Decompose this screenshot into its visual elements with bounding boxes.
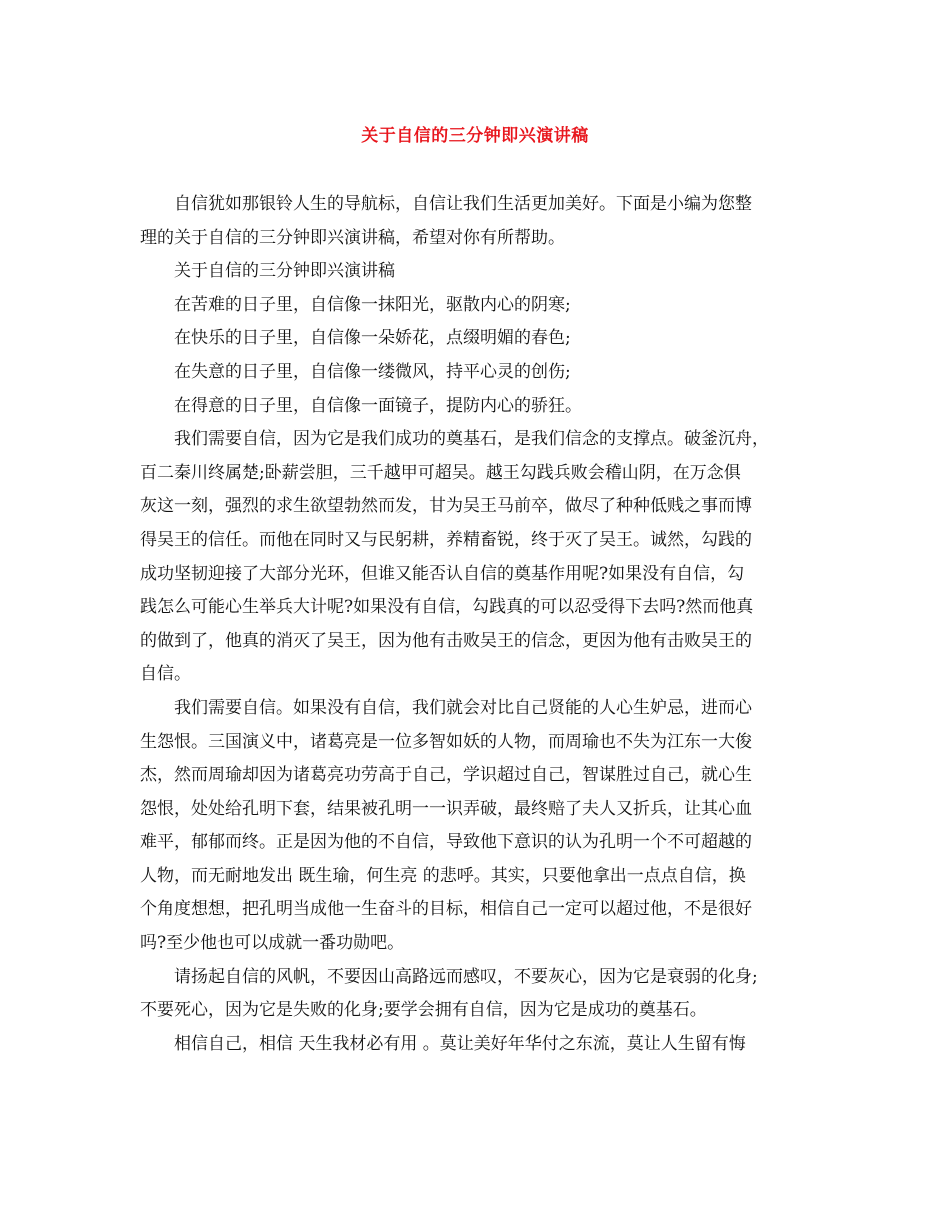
paragraph (140, 961, 812, 1028)
text-line: 理的关于自信的三分钟即兴演讲稿，希望对你有所帮助。 (140, 227, 565, 248)
text-line: 得吴王的信任。而他在同时又与民躬耕，养精畜锐，终于灭了吴王。诚然，勾践的 (140, 529, 752, 550)
text-line: 难平，郁郁而终。正是因为他的不自信，导致他下意识的认为孔明一个不可超越的 (140, 832, 752, 853)
text-line: 关于自信的三分钟即兴演讲稿 (174, 261, 395, 282)
text-line: 在失意的日子里，自信像一缕微风，持平心灵的创伤; (174, 361, 571, 382)
text-line: 请扬起自信的风帆，不要因山高路远而感叹，不要灰心，因为它是衰弱的化身; (174, 966, 758, 987)
text-line: 杰，然而周瑜却因为诸葛亮功劳高于自己，学识超过自己，智谋胜过自己，就心生 (140, 765, 752, 786)
text-line: 相信自己，相信 天生我材必有用 。莫让美好年华付之东流，莫让人生留有悔 (174, 1033, 746, 1054)
text-line: 吗?至少他也可以成就一番功勋吧。 (140, 933, 405, 954)
text-line: 个角度想想，把孔明当成他一生奋斗的目标，相信自己一定可以超过他，不是很好 (140, 899, 752, 920)
paragraph (140, 255, 812, 289)
text-line: 不要死心，因为它是失败的化身;要学会拥有自信，因为它是成功的奠基石。 (140, 1000, 707, 1021)
text-line: 自信。 (140, 664, 191, 685)
text-line: 在快乐的日子里，自信像一朵娇花，点缀明媚的春色; (174, 328, 571, 349)
paragraph (140, 390, 812, 424)
document-body (140, 188, 812, 1061)
paragraph (140, 692, 812, 961)
text-line: 我们需要自信，因为它是我们成功的奠基石，是我们信念的支撑点。破釜沉舟， (174, 429, 769, 450)
text-line: 人物，而无耐地发出 既生瑜，何生亮 的悲呼。其实，只要他拿出一点点自信，换 (140, 865, 746, 886)
paragraph (140, 289, 812, 323)
text-line: 生怨恨。三国演义中，诸葛亮是一位多智如妖的人物，而周瑜也不失为江东一大俊 (140, 731, 752, 752)
paragraph (140, 423, 812, 692)
paragraph (140, 1028, 812, 1062)
text-line: 在得意的日子里，自信像一面镜子，提防内心的骄狂。 (174, 395, 582, 416)
paragraph (140, 188, 812, 255)
text-line: 我们需要自信。如果没有自信，我们就会对比自己贤能的人心生妒忌，进而心 (174, 697, 752, 718)
text-line: 自信犹如那银铃人生的导航标，自信让我们生活更加美好。下面是小编为您整 (174, 194, 752, 214)
text-line: 在苦难的日子里，自信像一抹阳光，驱散内心的阴寒; (174, 294, 571, 315)
text-line: 百二秦川终属楚;卧薪尝胆，三千越甲可超吴。越王勾践兵败会稽山阴，在万念俱 (140, 462, 741, 483)
paragraph (140, 356, 812, 390)
text-line: 怨恨，处处给孔明下套，结果被孔明一一识弄破，最终赔了夫人又折兵，让其心血 (140, 798, 752, 819)
text-line: 成功坚韧迎接了大部分光环，但谁又能否认自信的奠基作用呢?如果没有自信，勾 (140, 563, 745, 584)
text-line: 的做到了，他真的消灭了吴王，因为他有击败吴王的信念，更因为他有击败吴王的 (140, 630, 752, 651)
document-title: 关于自信的三分钟即兴演讲稿 (361, 126, 589, 146)
paragraph (140, 322, 812, 356)
text-line: 践怎么可能心生举兵大计呢?如果没有自信，勾践真的可以忍受得下去吗?然而他真 (140, 597, 754, 618)
text-line: 灰这一刻，强烈的求生欲望勃然而发，甘为吴王马前卒，做尽了种种低贱之事而博 (140, 496, 752, 517)
